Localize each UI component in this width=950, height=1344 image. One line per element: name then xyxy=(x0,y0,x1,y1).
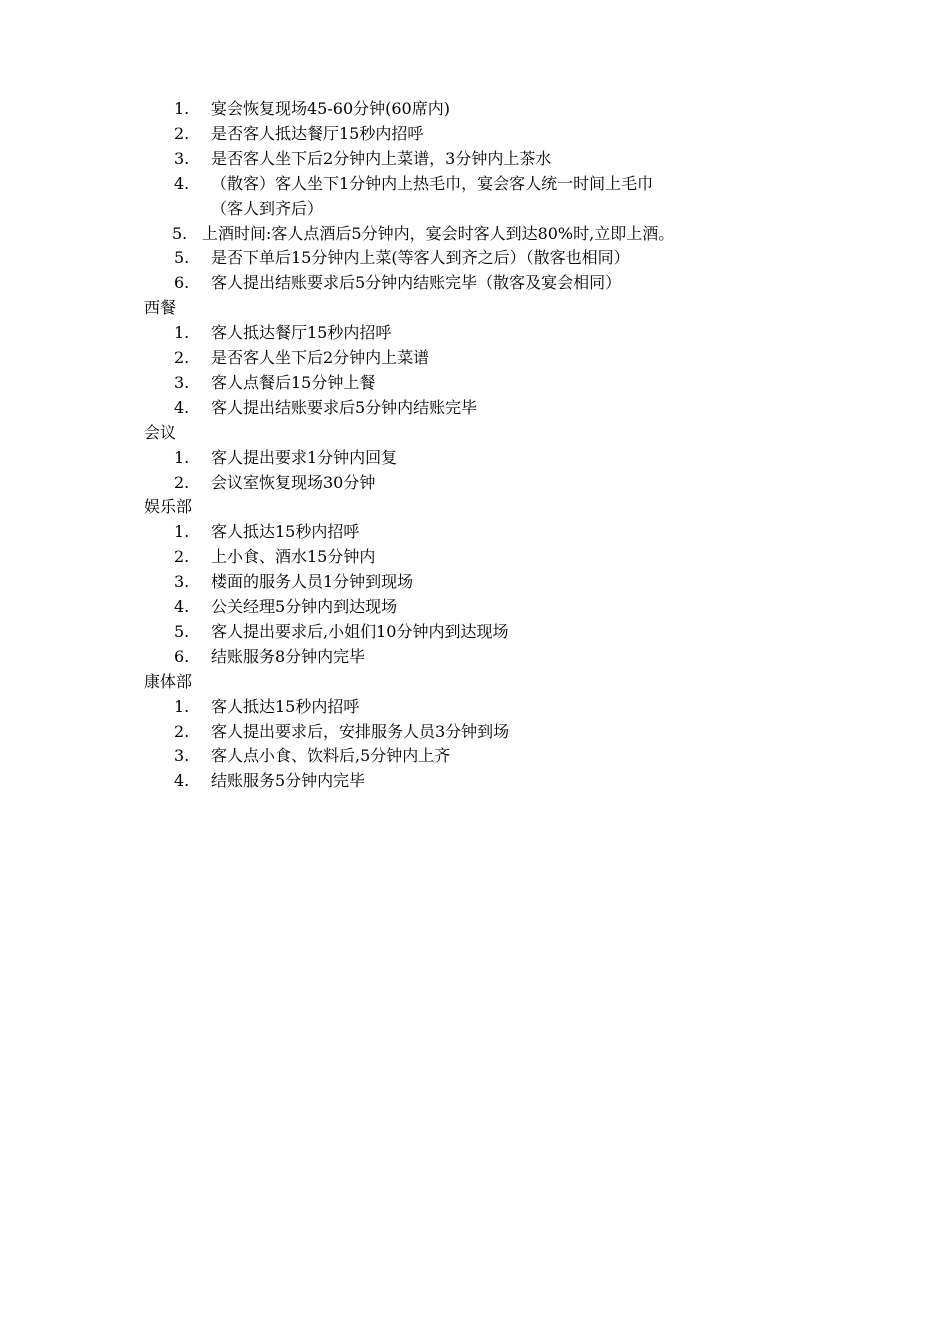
list-item-text: 会议室恢复现场30分钟 xyxy=(211,472,376,492)
list-item-text: 客人提出要求后，安排服务人员3分钟到场 xyxy=(211,721,510,741)
list-item-text: 上小食、酒水15分钟内 xyxy=(211,547,376,567)
list-item-text: 是否客人坐下后2分钟内上菜谱，3分钟内上茶水 xyxy=(211,148,552,168)
list-item-number: 3. xyxy=(174,746,190,766)
list-item-text: 楼面的服务人员1分钟到现场 xyxy=(211,572,414,592)
list-item-text: 是否客人坐下后2分钟内上菜谱 xyxy=(211,348,430,367)
section-heading: 会议 xyxy=(144,422,177,442)
list-item-number: 4. xyxy=(174,771,190,791)
list-item-number: 6. xyxy=(174,273,190,293)
list-item-number: 4. xyxy=(174,397,190,417)
list-item-text: 是否客人抵达餐厅15秒内招呼 xyxy=(211,123,424,143)
list-item-text: 公关经理5分钟内到达现场 xyxy=(211,597,398,616)
list-item-number: 3. xyxy=(174,372,190,392)
list-item-text: 客人点小食、饮料后,5分钟内上齐 xyxy=(211,746,451,766)
list-item-number: 1. xyxy=(174,447,190,467)
list-item-number: 4. xyxy=(174,597,190,616)
list-item-text: 客人提出结账要求后5分钟内结账完毕（散客及宴会相同） xyxy=(211,273,622,293)
list-item-number: 2. xyxy=(174,123,190,143)
list-item-text: 客人提出要求1分钟内回复 xyxy=(211,447,398,467)
list-item-number: 1. xyxy=(174,99,190,118)
list-item-number: 2. xyxy=(174,348,190,367)
list-item-number: 5. xyxy=(174,248,190,268)
section-heading: 西餐 xyxy=(144,298,177,318)
list-item-number: 1. xyxy=(174,696,190,716)
list-item-text: 客人提出结账要求后5分钟内结账完毕 xyxy=(211,397,478,417)
list-item-number: 1. xyxy=(174,323,190,343)
list-item-text: 上酒时间:客人点酒后5分钟内，宴会时客人到达80%时,立即上酒。 xyxy=(202,223,675,243)
list-item-number: 1. xyxy=(174,522,190,542)
list-item-text: 是否下单后15分钟内上菜(等客人到齐之后）（散客也相同） xyxy=(211,248,630,268)
list-item-number: 6. xyxy=(174,646,190,666)
list-item-text: 宴会恢复现场45-60分钟(60席内) xyxy=(211,99,450,118)
list-item-number: 5. xyxy=(174,621,190,641)
section-heading: 康体部 xyxy=(144,671,193,691)
list-item-number: 3. xyxy=(174,148,190,168)
list-item-number: 2. xyxy=(174,472,190,492)
list-item-text: 客人抵达15秒内招呼 xyxy=(211,522,360,542)
list-item-text: 客人点餐后15分钟上餐 xyxy=(211,372,376,392)
list-item-text: 客人抵达餐厅15秒内招呼 xyxy=(211,323,392,343)
list-item-number: 3. xyxy=(174,572,190,592)
list-item-number: 2. xyxy=(174,721,190,741)
list-item-number: 2. xyxy=(174,547,190,567)
list-item-text: 客人抵达15秒内招呼 xyxy=(211,696,360,716)
list-item-number: 5. xyxy=(172,223,188,243)
list-item-continuation: （客人到齐后） xyxy=(211,198,324,218)
section-heading: 娱乐部 xyxy=(144,497,193,517)
list-item-number: 4. xyxy=(174,173,190,193)
list-item-text: 结账服务5分钟内完毕 xyxy=(211,771,366,791)
list-item-text: 结账服务8分钟内完毕 xyxy=(211,646,366,666)
list-item-text: 客人提出要求后,小姐们10分钟内到达现场 xyxy=(211,621,509,641)
list-item-text: （散客）客人坐下1分钟内上热毛巾，宴会客人统一时间上毛巾 xyxy=(211,173,654,193)
